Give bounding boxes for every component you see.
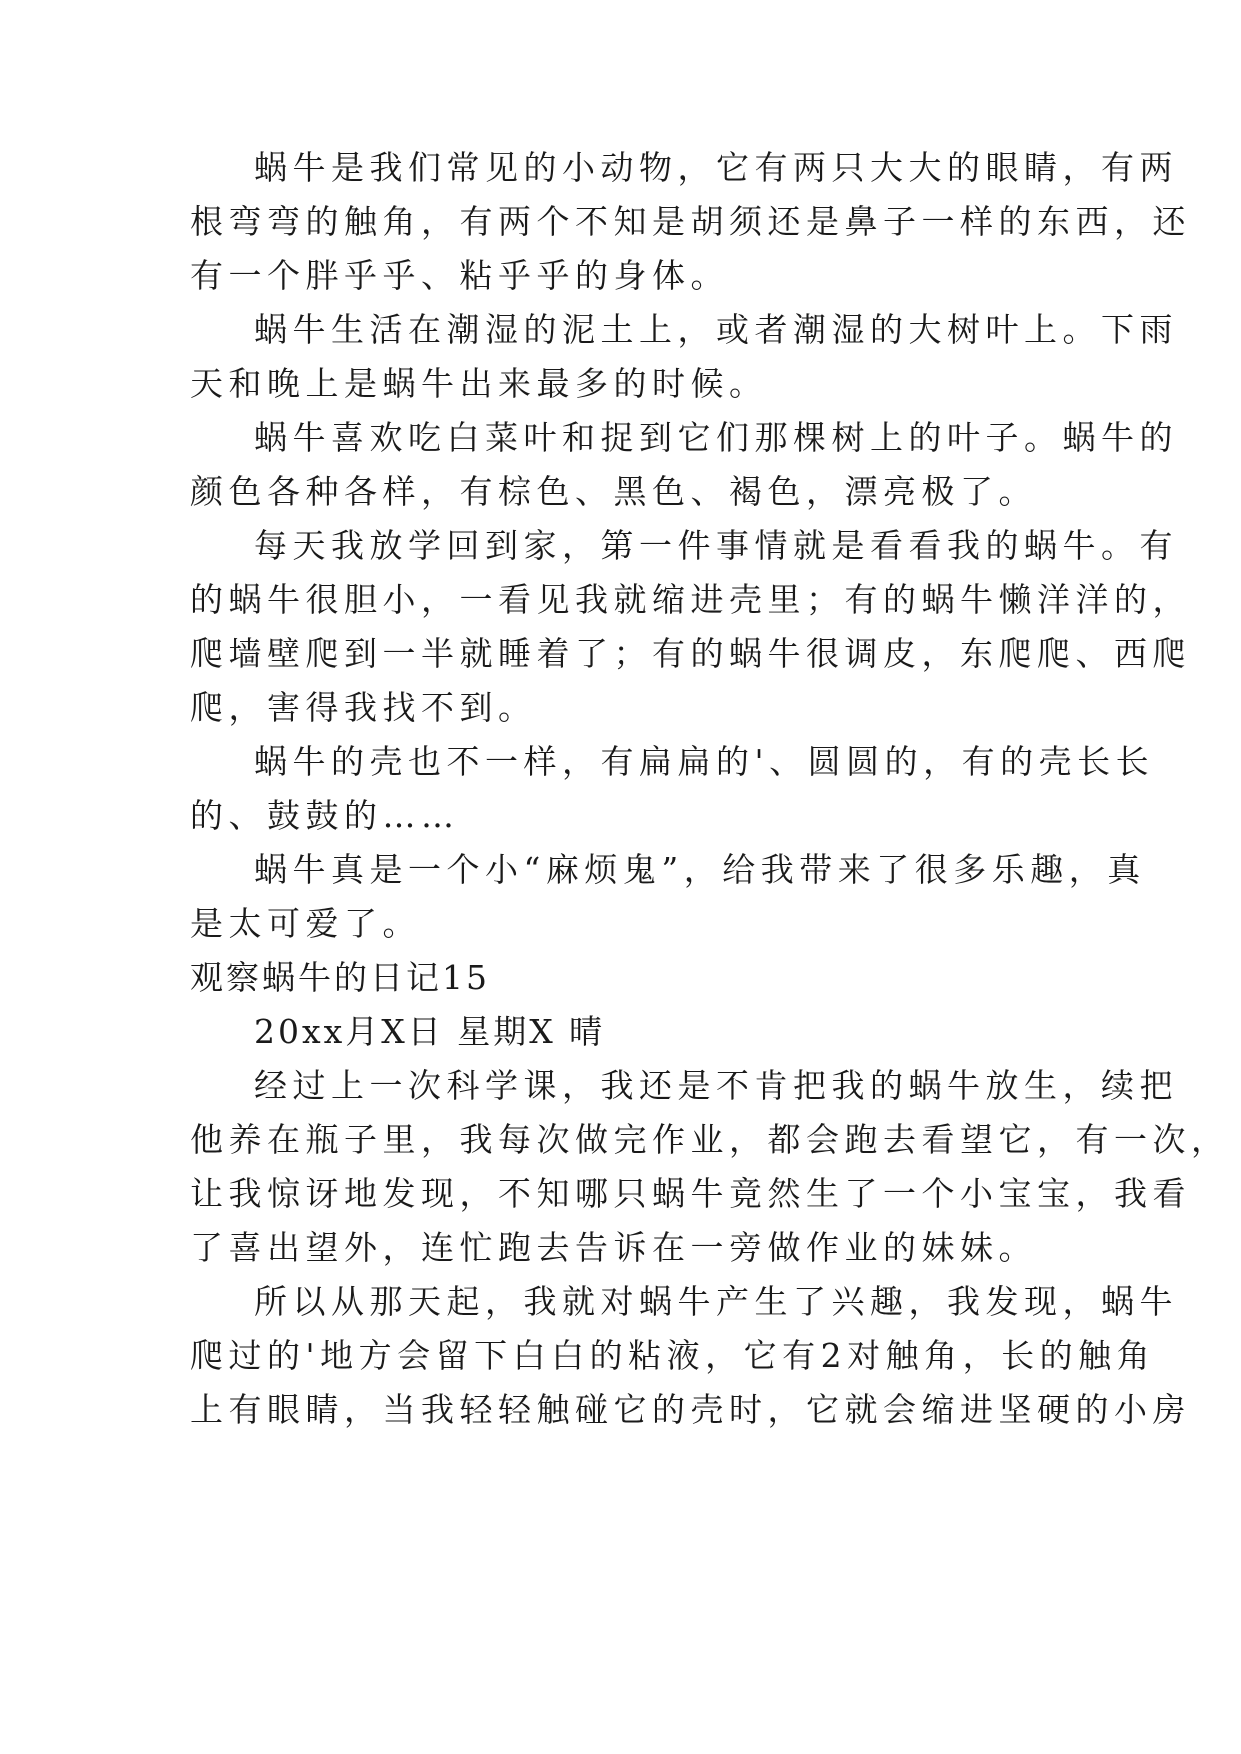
text-line: 天和晚上是蜗牛出来最多的时候。 (190, 364, 768, 403)
text-line: 每天我放学回到家，第一件事情就是看看我的蜗牛。有 (254, 526, 1178, 565)
text-line: 了喜出望外，连忙跑去告诉在一旁做作业的妹妹。 (190, 1228, 1037, 1267)
text-line: 蜗牛喜欢吃白菜叶和捉到它们那棵树上的叶子。蜗牛的 (254, 418, 1178, 457)
text-line: 蜗牛生活在潮湿的泥土上，或者潮湿的大树叶上。下雨 (254, 310, 1178, 349)
text-line: 颜色各种各样，有棕色、黑色、褐色，漂亮极了。 (190, 472, 1037, 511)
text-line: 他养在瓶子里，我每次做完作业，都会跑去看望它，有一次， (190, 1120, 1230, 1159)
text-line: 经过上一次科学课，我还是不肯把我的蜗牛放生，续把 (254, 1066, 1178, 1105)
text-line: 所以从那天起，我就对蜗牛产生了兴趣，我发现，蜗牛 (254, 1282, 1178, 1321)
text-line: 让我惊讶地发现，不知哪只蜗牛竟然生了一个小宝宝，我看 (190, 1174, 1191, 1213)
text-line: 有一个胖乎乎、粘乎乎的身体。 (190, 256, 729, 295)
text-line: 蜗牛是我们常见的小动物，它有两只大大的眼睛，有两 (254, 148, 1178, 187)
text-line: 的蜗牛很胆小，一看见我就缩进壳里；有的蜗牛懒洋洋的， (190, 580, 1191, 619)
text-line: 爬，害得我找不到。 (190, 688, 537, 727)
date-line: 20xx月X日 星期X 晴 (254, 1012, 606, 1051)
text-line: 爬墙壁爬到一半就睡着了；有的蜗牛很调皮，东爬爬、西爬 (190, 634, 1191, 673)
text-line: 爬过的'地方会留下白白的粘液，它有2对触角，长的触角 (190, 1336, 1156, 1375)
section-title: 观察蜗牛的日记15 (190, 958, 490, 997)
text-line: 是太可爱了。 (190, 904, 421, 943)
text-line: 根弯弯的触角，有两个不知是胡须还是鼻子一样的东西，还 (190, 202, 1191, 241)
text-line: 的、鼓鼓的…… (190, 796, 460, 835)
text-line: 上有眼睛，当我轻轻触碰它的壳时，它就会缩进坚硬的小房 (190, 1390, 1191, 1429)
text-line: 蜗牛的壳也不一样，有扁扁的'、圆圆的，有的壳长长 (254, 742, 1155, 781)
text-line: 蜗牛真是一个小“麻烦鬼”，给我带来了很多乐趣，真 (254, 850, 1146, 889)
